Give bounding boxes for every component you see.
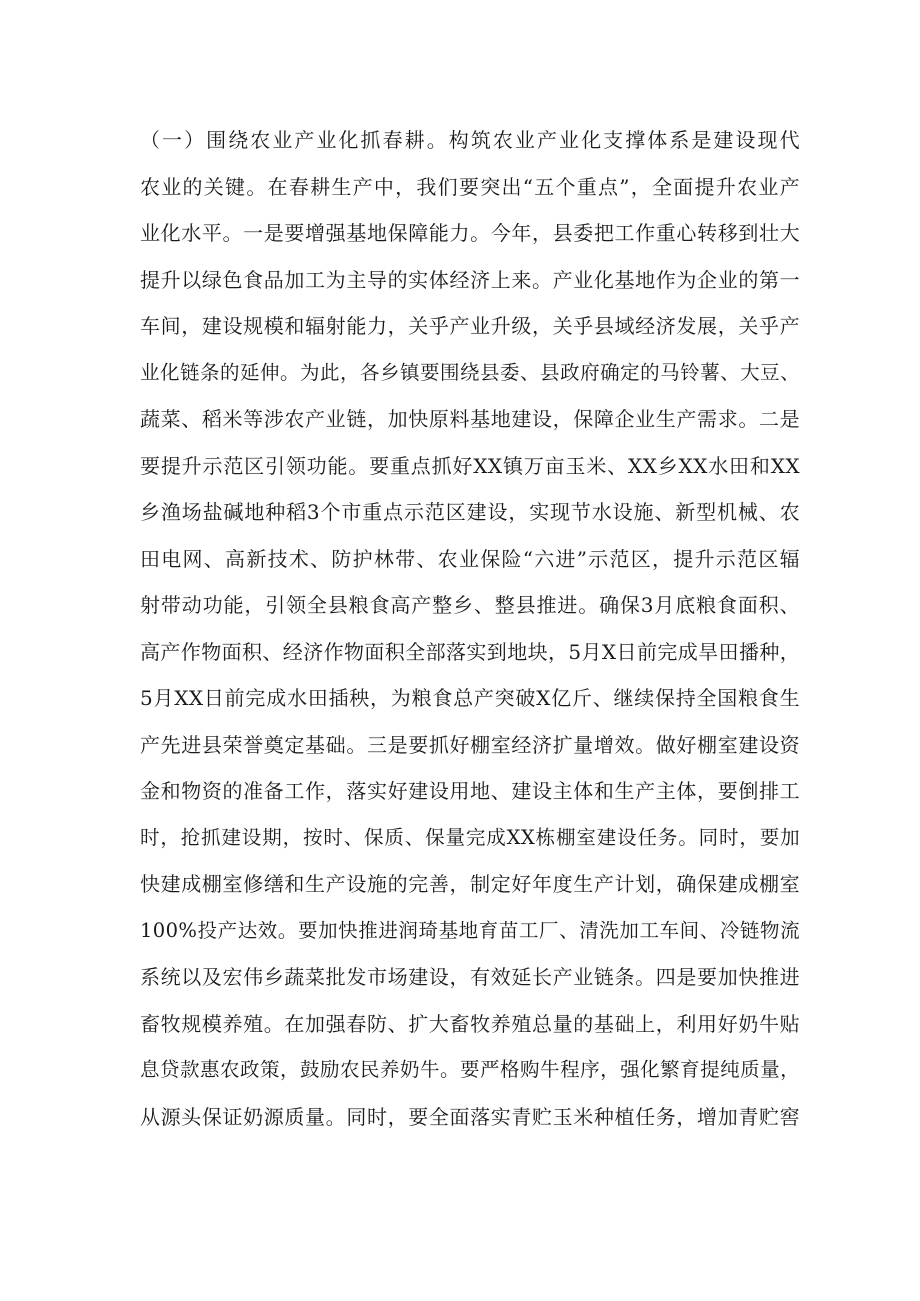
text-line: 快建成棚室修缮和生产设施的完善，制定好年度生产计划，确保建成棚室 [140, 872, 800, 896]
text-line: 5月XX日前完成水田插秧，为粮食总产突破X亿斤、继续保持全国粮食生 [140, 686, 800, 710]
text-line: 息贷款惠农政策，鼓励农民养奶牛。要严格购牛程序，强化繁育提纯质量， [140, 1058, 800, 1081]
text-line: 时，抢抓建设期，按时、保质、保量完成XX栋棚室建设任务。同时，要加 [140, 825, 800, 849]
text-line: 业化水平。一是要增强基地保障能力。今年，县委把工作重心转移到壮大 [140, 221, 800, 245]
text-line: 射带动功能，引领全县粮食高产整乡、整县推进。确保3月底粮食面积、 [140, 593, 800, 617]
text-line: 业化链条的延伸。为此，各乡镇要围绕县委、县政府确定的马铃薯、大豆、 [140, 360, 800, 384]
text-line: 系统以及宏伟乡蔬菜批发市场建设，有效延长产业链条。四是要加快推进 [140, 965, 800, 989]
body-paragraph [140, 117, 800, 1140]
text-line: 乡渔场盐碱地种稻3个市重点示范区建设，实现节水设施、新型机械、农 [140, 500, 800, 524]
text-line: 畜牧规模养殖。在加强春防、扩大畜牧养殖总量的基础上，利用好奶牛贴 [140, 1011, 800, 1036]
text-line: 提升以绿色食品加工为主导的实体经济上来。产业化基地作为企业的第一 [140, 267, 800, 292]
text-line: 高产作物面积、经济作物面积全部落实到地块，5月X日前完成旱田播种， [140, 639, 801, 664]
text-line: 100%投产达效。要加快推进润琦基地育苗工厂、清洗加工车间、冷链物流 [140, 918, 800, 942]
text-line: （一）围绕农业产业化抓春耕。构筑农业产业化支撑体系是建设现代 [140, 128, 800, 152]
text-line: 田电网、高新技术、防护林带、农业保险“六进”示范区，提升示范区辐 [140, 546, 800, 571]
text-line: 从源头保证奶源质量。同时，要全面落实青贮玉米种植任务，增加青贮窖 [140, 1104, 800, 1129]
text-line: 产先进县荣誉奠定基础。三是要抓好棚室经济扩量增效。做好棚室建设资 [140, 732, 800, 757]
text-line: 蔬菜、稻米等涉农产业链，加快原料基地建设，保障企业生产需求。二是 [140, 407, 800, 431]
text-line: 金和物资的准备工作，落实好建设用地、建设主体和生产主体，要倒排工 [140, 779, 800, 803]
text-line: 要提升示范区引领功能。要重点抓好XX镇万亩玉米、XX乡XX水田和XX [140, 453, 800, 478]
text-line: 车间，建设规模和辐射能力，关乎产业升级，关乎县域经济发展，关乎产 [140, 314, 800, 338]
text-line: 农业的关键。在春耕生产中，我们要突出“五个重点”，全面提升农业产 [140, 174, 800, 199]
